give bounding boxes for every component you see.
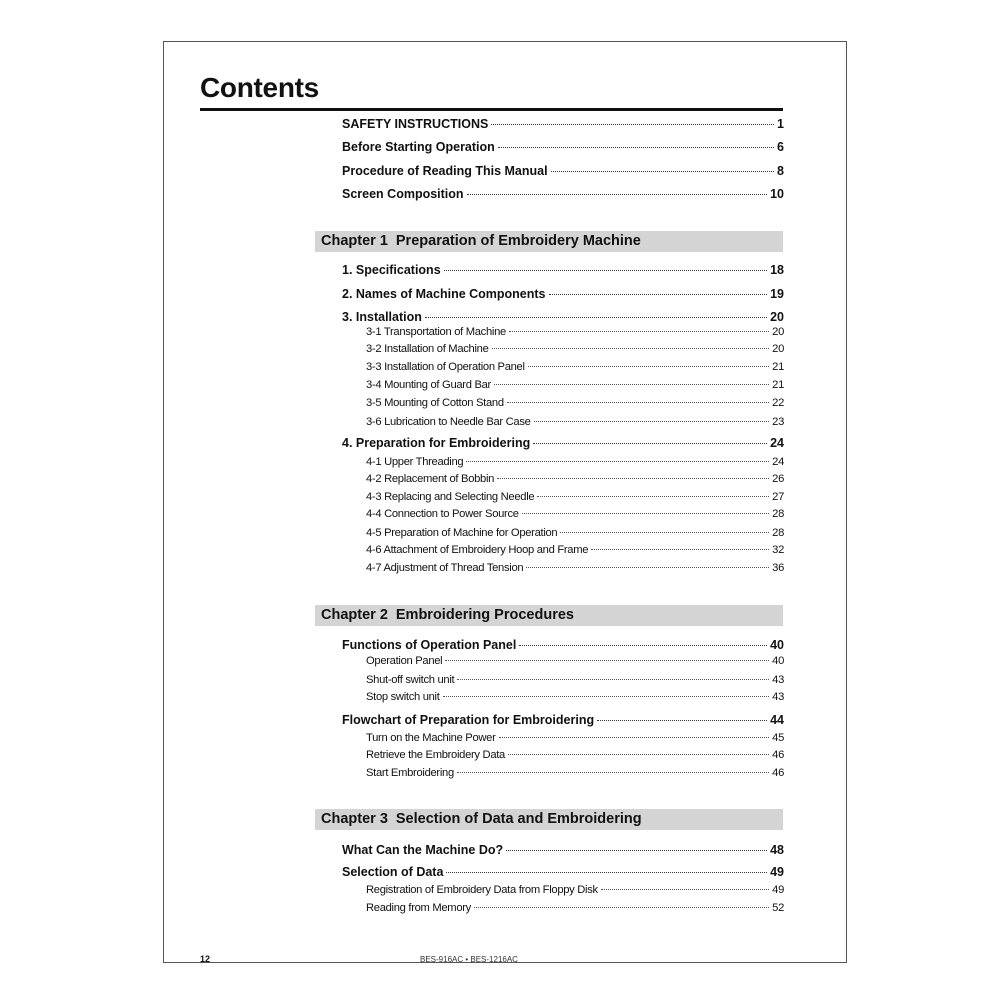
dot-leader xyxy=(425,317,767,318)
toc-subentry xyxy=(366,416,784,428)
toc-subentry xyxy=(366,544,784,556)
toc-page-number: 43 xyxy=(772,674,784,686)
dot-leader xyxy=(466,461,769,462)
toc-page-number: 36 xyxy=(772,562,784,574)
toc-subentry xyxy=(366,456,784,468)
toc-entry-label: What Can the Machine Do? xyxy=(342,843,504,857)
dot-leader xyxy=(507,402,769,403)
toc-subentry xyxy=(366,884,784,896)
dot-leader xyxy=(537,496,769,497)
toc-page-number: 52 xyxy=(772,902,784,914)
toc-subentry xyxy=(366,361,784,373)
toc-page-number: 44 xyxy=(770,713,784,727)
dot-leader xyxy=(497,478,769,479)
toc-page-number: 20 xyxy=(772,326,784,338)
toc-page-number: 27 xyxy=(772,491,784,503)
dot-leader xyxy=(491,124,774,125)
document-page xyxy=(163,41,847,963)
toc-subentry xyxy=(366,902,784,914)
chapter-title: Selection of Data and Embroidering xyxy=(395,811,642,827)
toc-subentry xyxy=(366,655,784,667)
toc-page-number: 26 xyxy=(772,473,784,485)
toc-page-number: 24 xyxy=(772,456,784,468)
toc-page-number: 10 xyxy=(770,187,784,201)
toc-page-number: 45 xyxy=(772,732,784,744)
dot-leader xyxy=(508,754,769,755)
toc-subentry xyxy=(366,562,784,574)
toc-page-number: 49 xyxy=(770,865,784,879)
toc-entry-label: Flowchart of Preparation for Embroidering xyxy=(342,713,595,727)
toc-entry-label: 4-1 Upper Threading xyxy=(366,456,464,468)
toc-entry-label: Functions of Operation Panel xyxy=(342,638,517,652)
dot-leader xyxy=(494,384,769,385)
toc-entry-label: Selection of Data xyxy=(342,865,444,879)
dot-leader xyxy=(591,549,769,550)
toc-subentry xyxy=(366,326,784,338)
chapter-heading xyxy=(315,605,783,626)
toc-entry-label: 3-6 Lubrication to Needle Bar Case xyxy=(366,416,531,428)
toc-subentry xyxy=(366,691,784,703)
toc-page-number: 6 xyxy=(777,140,784,154)
chapter-number: Chapter 2 xyxy=(321,607,388,623)
toc-page-number: 28 xyxy=(772,508,784,520)
toc-page-number: 1 xyxy=(777,117,784,131)
dot-leader xyxy=(560,532,769,533)
toc-entry-label: Operation Panel xyxy=(366,655,443,667)
dot-leader xyxy=(457,772,769,773)
toc-page-number: 18 xyxy=(770,263,784,277)
title-underline xyxy=(200,108,783,111)
dot-leader xyxy=(474,907,769,908)
toc-entry-label: Reading from Memory xyxy=(366,902,471,914)
toc-entry-label: 1. Specifications xyxy=(342,263,441,277)
footer-page-number: 12 xyxy=(200,954,211,964)
dot-leader xyxy=(446,872,767,873)
toc-entry-label: 3. Installation xyxy=(342,310,422,324)
toc-page-number: 40 xyxy=(772,655,784,667)
dot-leader xyxy=(528,366,769,367)
dot-leader xyxy=(498,147,774,148)
toc-entry-label: 4-2 Replacement of Bobbin xyxy=(366,473,495,485)
dot-leader xyxy=(522,513,769,514)
toc-entry xyxy=(342,117,784,131)
toc-entry-label: 4-3 Replacing and Selecting Needle xyxy=(366,491,535,503)
toc-entry-label: Turn on the Machine Power xyxy=(366,732,496,744)
toc-entry xyxy=(342,164,784,178)
toc-subentry xyxy=(366,674,784,686)
toc-subentry xyxy=(366,379,784,391)
dot-leader xyxy=(467,194,768,195)
toc-page-number: 46 xyxy=(772,767,784,779)
toc-entry xyxy=(342,310,784,324)
dot-leader xyxy=(549,294,768,295)
toc-page-number: 23 xyxy=(772,416,784,428)
toc-entry-label: 3-2 Installation of Machine xyxy=(366,343,489,355)
toc-page-number: 32 xyxy=(772,544,784,556)
dot-leader xyxy=(534,421,770,422)
toc-subentry xyxy=(366,749,784,761)
toc-entry-label: Screen Composition xyxy=(342,187,464,201)
dot-leader xyxy=(444,270,767,271)
toc-subentry xyxy=(366,397,784,409)
toc-page-number: 22 xyxy=(772,397,784,409)
dot-leader xyxy=(499,737,770,738)
toc-entry-label: 3-1 Transportation of Machine xyxy=(366,326,506,338)
dot-leader xyxy=(601,889,769,890)
toc-entry-label: 2. Names of Machine Components xyxy=(342,287,546,301)
toc-page-number: 20 xyxy=(770,310,784,324)
toc-entry-label: Procedure of Reading This Manual xyxy=(342,164,548,178)
toc-page-number: 49 xyxy=(772,884,784,896)
toc-page-number: 21 xyxy=(772,361,784,373)
chapter-number: Chapter 1 xyxy=(321,233,388,249)
chapter-title: Embroidering Procedures xyxy=(395,607,574,623)
toc-entry-label: SAFETY INSTRUCTIONS xyxy=(342,117,489,131)
toc-entry-label: 3-5 Mounting of Cotton Stand xyxy=(366,397,504,409)
dot-leader xyxy=(506,850,767,851)
dot-leader xyxy=(492,348,770,349)
toc-entry-label: Retrieve the Embroidery Data xyxy=(366,749,505,761)
toc-entry xyxy=(342,140,784,154)
toc-entry-label: Before Starting Operation xyxy=(342,140,495,154)
toc-subentry xyxy=(366,527,784,539)
toc-subentry xyxy=(366,343,784,355)
chapter-heading xyxy=(315,231,783,252)
dot-leader xyxy=(519,645,767,646)
toc-entry xyxy=(342,187,784,201)
chapter-heading xyxy=(315,809,783,830)
dot-leader xyxy=(445,660,769,661)
toc-entry-label: 4. Preparation for Embroidering xyxy=(342,436,531,450)
dot-leader xyxy=(551,171,774,172)
toc-entry-label: 4-4 Connection to Power Source xyxy=(366,508,519,520)
toc-entry xyxy=(342,713,784,727)
toc-page-number: 28 xyxy=(772,527,784,539)
toc-entry xyxy=(342,865,784,879)
toc-entry-label: Start Embroidering xyxy=(366,767,454,779)
footer-model-name: BES-916AC • BES-1216AC xyxy=(420,955,518,964)
toc-entry-label: 4-7 Adjustment of Thread Tension xyxy=(366,562,524,574)
dot-leader xyxy=(509,331,769,332)
toc-page-number: 8 xyxy=(777,164,784,178)
toc-entry-label: 4-5 Preparation of Machine for Operation xyxy=(366,527,558,539)
toc-subentry xyxy=(366,732,784,744)
dot-leader xyxy=(533,443,767,444)
toc-entry-label: Stop switch unit xyxy=(366,691,440,703)
toc-subentry xyxy=(366,508,784,520)
toc-page-number: 24 xyxy=(770,436,784,450)
toc-page-number: 40 xyxy=(770,638,784,652)
toc-entry xyxy=(342,263,784,277)
toc-entry-label: 3-4 Mounting of Guard Bar xyxy=(366,379,491,391)
toc-entry-label: Shut-off switch unit xyxy=(366,674,455,686)
dot-leader xyxy=(443,696,770,697)
chapter-title: Preparation of Embroidery Machine xyxy=(395,233,641,249)
toc-entry-label: 3-3 Installation of Operation Panel xyxy=(366,361,525,373)
dot-leader xyxy=(597,720,767,721)
toc-page-number: 20 xyxy=(772,343,784,355)
toc-page-number: 48 xyxy=(770,843,784,857)
page-title: Contents xyxy=(200,72,319,103)
dot-leader xyxy=(526,567,769,568)
dot-leader xyxy=(457,679,769,680)
toc-entry xyxy=(342,638,784,652)
toc-entry-label: Registration of Embroidery Data from Floppy Disk xyxy=(366,884,598,896)
toc-entry xyxy=(342,843,784,857)
toc-entry-label: 4-6 Attachment of Embroidery Hoop and Frame xyxy=(366,544,589,556)
toc-page-number: 46 xyxy=(772,749,784,761)
toc-entry xyxy=(342,436,784,450)
toc-entry xyxy=(342,287,784,301)
chapter-number: Chapter 3 xyxy=(321,811,388,827)
toc-page-number: 21 xyxy=(772,379,784,391)
toc-subentry xyxy=(366,767,784,779)
toc-page-number: 43 xyxy=(772,691,784,703)
toc-page-number: 19 xyxy=(770,287,784,301)
toc-subentry xyxy=(366,473,784,485)
toc-subentry xyxy=(366,491,784,503)
